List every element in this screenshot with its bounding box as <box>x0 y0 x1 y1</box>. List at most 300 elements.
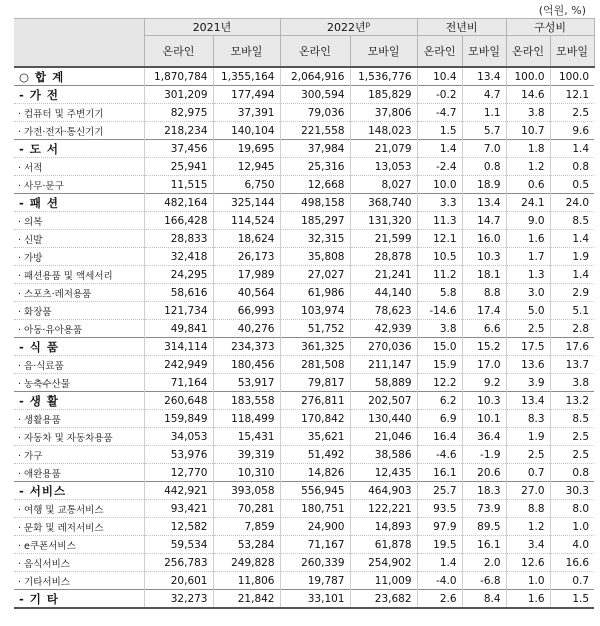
cell-value: 78,623 <box>350 302 417 320</box>
table-row <box>14 392 594 410</box>
cell-value: 12,582 <box>144 518 213 536</box>
cell-value: 260,648 <box>144 392 213 410</box>
cell-value: 0.6 <box>506 176 550 194</box>
cell-value: 3.8 <box>506 104 550 122</box>
cell-value: 10.7 <box>506 122 550 140</box>
cell-value: 1.4 <box>550 140 594 158</box>
header-2022-mobile: 모바일 <box>350 36 417 68</box>
cell-value: 37,806 <box>350 104 417 122</box>
cell-value: 103,974 <box>280 302 350 320</box>
cell-value: -4.0 <box>417 572 462 590</box>
cell-value: 11,515 <box>144 176 213 194</box>
header-yoy-online: 온라인 <box>417 36 462 68</box>
cell-value: 2.5 <box>550 446 594 464</box>
cell-value: 13.2 <box>550 392 594 410</box>
table-row <box>14 374 594 392</box>
cell-value: 3.9 <box>506 374 550 392</box>
cell-value: 53,917 <box>213 374 280 392</box>
cell-value: 1.8 <box>506 140 550 158</box>
cell-value: 4.7 <box>462 86 506 104</box>
header-yoy-mobile: 모바일 <box>462 36 506 68</box>
cell-value: 8.5 <box>550 212 594 230</box>
cell-value: 19.5 <box>417 536 462 554</box>
cell-value: -4.7 <box>417 104 462 122</box>
cell-value: 58,616 <box>144 284 213 302</box>
cell-value: 17.4 <box>462 302 506 320</box>
cell-value: 61,986 <box>280 284 350 302</box>
cell-value: 24,900 <box>280 518 350 536</box>
row-label: - 가 전 <box>14 86 144 104</box>
table-row <box>14 122 594 140</box>
cell-value: 100.0 <box>550 67 594 86</box>
cell-value: 100.0 <box>506 67 550 86</box>
cell-value: 21,842 <box>213 590 280 609</box>
cell-value: 18.9 <box>462 176 506 194</box>
cell-value: 556,945 <box>280 482 350 500</box>
cell-value: 15.2 <box>462 338 506 356</box>
cell-value: 18.1 <box>462 266 506 284</box>
cell-value: 10.3 <box>462 248 506 266</box>
cell-value: 32,418 <box>144 248 213 266</box>
cell-value: 27,027 <box>280 266 350 284</box>
cell-value: 1.4 <box>417 140 462 158</box>
cell-value: 1.5 <box>417 122 462 140</box>
cell-value: 276,811 <box>280 392 350 410</box>
cell-value: 16.6 <box>550 554 594 572</box>
cell-value: 2.5 <box>550 428 594 446</box>
table-header <box>14 19 594 68</box>
cell-value: 12,668 <box>280 176 350 194</box>
row-label: · 음·식료품 <box>14 356 144 374</box>
cell-value: 183,558 <box>213 392 280 410</box>
cell-value: 270,036 <box>350 338 417 356</box>
cell-value: 32,273 <box>144 590 213 609</box>
header-2021-mobile: 모바일 <box>213 36 280 68</box>
cell-value: 53,976 <box>144 446 213 464</box>
cell-value: 13.4 <box>506 392 550 410</box>
cell-value: 10.0 <box>417 176 462 194</box>
header-share-online: 온라인 <box>506 36 550 68</box>
unit-note: (억원, %) <box>538 4 586 17</box>
cell-value: 13.6 <box>506 356 550 374</box>
row-label: · 서적 <box>14 158 144 176</box>
header-2022-sup: p <box>365 20 371 29</box>
cell-value: 30.3 <box>550 482 594 500</box>
cell-value: 79,036 <box>280 104 350 122</box>
cell-value: 0.8 <box>462 158 506 176</box>
cell-value: 14.6 <box>506 86 550 104</box>
cell-value: 1.3 <box>506 266 550 284</box>
cell-value: 15,431 <box>213 428 280 446</box>
cell-value: 185,829 <box>350 86 417 104</box>
row-label: - 패 션 <box>14 194 144 212</box>
cell-value: 19,787 <box>280 572 350 590</box>
cell-value: 16.1 <box>462 536 506 554</box>
cell-value: 28,878 <box>350 248 417 266</box>
cell-value: 140,104 <box>213 122 280 140</box>
cell-value: 368,740 <box>350 194 417 212</box>
cell-value: 1.6 <box>506 590 550 609</box>
table-row <box>14 464 594 482</box>
cell-value: 234,373 <box>213 338 280 356</box>
cell-value: 25.7 <box>417 482 462 500</box>
cell-value: 2.0 <box>462 554 506 572</box>
cell-value: 9.6 <box>550 122 594 140</box>
cell-value: 11.3 <box>417 212 462 230</box>
table-row <box>14 67 594 86</box>
cell-value: 281,508 <box>280 356 350 374</box>
cell-value: 0.5 <box>550 176 594 194</box>
cell-value: 58,889 <box>350 374 417 392</box>
cell-value: 12,435 <box>350 464 417 482</box>
cell-value: 17.5 <box>506 338 550 356</box>
cell-value: 15.9 <box>417 356 462 374</box>
cell-value: 8.8 <box>506 500 550 518</box>
cell-value: 17.6 <box>550 338 594 356</box>
table-row <box>14 482 594 500</box>
cell-value: 301,209 <box>144 86 213 104</box>
table-row <box>14 428 594 446</box>
cell-value: 5.0 <box>506 302 550 320</box>
cell-value: 79,817 <box>280 374 350 392</box>
cell-value: 25,316 <box>280 158 350 176</box>
cell-value: 442,921 <box>144 482 213 500</box>
cell-value: 2,064,916 <box>280 67 350 86</box>
row-label: - 서비스 <box>14 482 144 500</box>
row-label: · 기타서비스 <box>14 572 144 590</box>
cell-value: 122,221 <box>350 500 417 518</box>
cell-value: 3.0 <box>506 284 550 302</box>
cell-value: 37,984 <box>280 140 350 158</box>
row-label: · 의복 <box>14 212 144 230</box>
cell-value: 121,734 <box>144 302 213 320</box>
row-label: · 여행 및 교통서비스 <box>14 500 144 518</box>
table-row <box>14 320 594 338</box>
row-label: - 생 활 <box>14 392 144 410</box>
cell-value: 36.4 <box>462 428 506 446</box>
cell-value: 3.3 <box>417 194 462 212</box>
cell-value: 8.0 <box>550 500 594 518</box>
cell-value: 8.8 <box>462 284 506 302</box>
cell-value: 20,601 <box>144 572 213 590</box>
table-row <box>14 590 594 609</box>
row-label: · 스포츠·레저용품 <box>14 284 144 302</box>
cell-value: 16.4 <box>417 428 462 446</box>
cell-value: 25,941 <box>144 158 213 176</box>
cell-value: 13.4 <box>462 67 506 86</box>
cell-value: 2.5 <box>550 104 594 122</box>
row-label: · 사무·문구 <box>14 176 144 194</box>
cell-value: 11,806 <box>213 572 280 590</box>
cell-value: 40,564 <box>213 284 280 302</box>
cell-value: 24,295 <box>144 266 213 284</box>
cell-value: 114,524 <box>213 212 280 230</box>
row-label: · 신발 <box>14 230 144 248</box>
cell-value: 0.7 <box>550 572 594 590</box>
cell-value: 0.8 <box>550 158 594 176</box>
row-label: - 도 서 <box>14 140 144 158</box>
cell-value: 254,902 <box>350 554 417 572</box>
cell-value: 159,849 <box>144 410 213 428</box>
cell-value: 9.0 <box>506 212 550 230</box>
cell-value: 314,114 <box>144 338 213 356</box>
row-label: · 애완용품 <box>14 464 144 482</box>
cell-value: 170,842 <box>280 410 350 428</box>
cell-value: 166,428 <box>144 212 213 230</box>
row-label: · 패션용품 및 액세서리 <box>14 266 144 284</box>
cell-value: 6,750 <box>213 176 280 194</box>
table-row <box>14 176 594 194</box>
cell-value: 39,319 <box>213 446 280 464</box>
header-share-mobile: 모바일 <box>550 36 594 68</box>
cell-value: 1.4 <box>550 266 594 284</box>
cell-value: 93.5 <box>417 500 462 518</box>
cell-value: 5.7 <box>462 122 506 140</box>
cell-value: 40,276 <box>213 320 280 338</box>
cell-value: 10.4 <box>417 67 462 86</box>
cell-value: 13.4 <box>462 194 506 212</box>
cell-value: 61,878 <box>350 536 417 554</box>
cell-value: 38,586 <box>350 446 417 464</box>
cell-value: 0.7 <box>506 464 550 482</box>
cell-value: 49,841 <box>144 320 213 338</box>
row-label: · 농축수산물 <box>14 374 144 392</box>
row-label: · e쿠폰서비스 <box>14 536 144 554</box>
row-label: · 가전·전자·통신기기 <box>14 122 144 140</box>
cell-value: 24.1 <box>506 194 550 212</box>
header-2022 <box>280 19 417 36</box>
cell-value: 70,281 <box>213 500 280 518</box>
cell-value: 8,027 <box>350 176 417 194</box>
cell-value: 21,241 <box>350 266 417 284</box>
cell-value: 3.8 <box>550 374 594 392</box>
cell-value: 8.5 <box>550 410 594 428</box>
cell-value: 71,164 <box>144 374 213 392</box>
cell-value: 180,456 <box>213 356 280 374</box>
cell-value: -6.8 <box>462 572 506 590</box>
cell-value: 256,783 <box>144 554 213 572</box>
cell-value: 1,536,776 <box>350 67 417 86</box>
cell-value: 221,558 <box>280 122 350 140</box>
cell-value: 21,079 <box>350 140 417 158</box>
cell-value: 1.5 <box>550 590 594 609</box>
cell-value: 131,320 <box>350 212 417 230</box>
cell-value: 32,315 <box>280 230 350 248</box>
table-row <box>14 248 594 266</box>
cell-value: 93,421 <box>144 500 213 518</box>
cell-value: 12.2 <box>417 374 462 392</box>
cell-value: 1.1 <box>462 104 506 122</box>
cell-value: 11,009 <box>350 572 417 590</box>
table-row <box>14 554 594 572</box>
cell-value: 23,682 <box>350 590 417 609</box>
table-row <box>14 158 594 176</box>
row-label: - 식 품 <box>14 338 144 356</box>
cell-value: 59,534 <box>144 536 213 554</box>
cell-value: 0.8 <box>550 464 594 482</box>
table-row <box>14 266 594 284</box>
cell-value: 1.4 <box>417 554 462 572</box>
cell-value: -0.2 <box>417 86 462 104</box>
table-row <box>14 284 594 302</box>
cell-value: 12.6 <box>506 554 550 572</box>
cell-value: 10,310 <box>213 464 280 482</box>
cell-value: 5.1 <box>550 302 594 320</box>
table-row <box>14 572 594 590</box>
cell-value: 13,053 <box>350 158 417 176</box>
header-corner <box>14 19 144 68</box>
table-row <box>14 86 594 104</box>
cell-value: 12,770 <box>144 464 213 482</box>
row-label: · 자동차 및 자동차용품 <box>14 428 144 446</box>
cell-value: 9.2 <box>462 374 506 392</box>
table-row <box>14 500 594 518</box>
cell-value: 2.5 <box>506 446 550 464</box>
cell-value: 1.7 <box>506 248 550 266</box>
table-row <box>14 356 594 374</box>
cell-value: 393,058 <box>213 482 280 500</box>
cell-value: 18.3 <box>462 482 506 500</box>
cell-value: 1.4 <box>550 230 594 248</box>
cell-value: 482,164 <box>144 194 213 212</box>
table-row <box>14 140 594 158</box>
cell-value: 464,903 <box>350 482 417 500</box>
cell-value: 1,355,164 <box>213 67 280 86</box>
cell-value: 34,053 <box>144 428 213 446</box>
cell-value: 8.4 <box>462 590 506 609</box>
cell-value: 21,046 <box>350 428 417 446</box>
cell-value: 211,147 <box>350 356 417 374</box>
cell-value: 1.6 <box>506 230 550 248</box>
cell-value: 249,828 <box>213 554 280 572</box>
cell-value: 118,499 <box>213 410 280 428</box>
header-yoy: 전년비 <box>417 19 506 36</box>
cell-value: 361,325 <box>280 338 350 356</box>
cell-value: 27.0 <box>506 482 550 500</box>
cell-value: -4.6 <box>417 446 462 464</box>
cell-value: 8.3 <box>506 410 550 428</box>
table-body <box>14 67 594 608</box>
cell-value: 177,494 <box>213 86 280 104</box>
header-2021-online: 온라인 <box>144 36 213 68</box>
cell-value: 130,440 <box>350 410 417 428</box>
row-label: - 기 타 <box>14 590 144 609</box>
cell-value: 7.0 <box>462 140 506 158</box>
cell-value: 1.9 <box>506 428 550 446</box>
cell-value: 6.6 <box>462 320 506 338</box>
cell-value: 1.0 <box>550 518 594 536</box>
cell-value: 10.1 <box>462 410 506 428</box>
cell-value: 218,234 <box>144 122 213 140</box>
cell-value: 180,751 <box>280 500 350 518</box>
cell-value: 24.0 <box>550 194 594 212</box>
cell-value: 17,989 <box>213 266 280 284</box>
cell-value: 3.4 <box>506 536 550 554</box>
cell-value: 89.5 <box>462 518 506 536</box>
cell-value: 20.6 <box>462 464 506 482</box>
cell-value: 14,893 <box>350 518 417 536</box>
table-row <box>14 194 594 212</box>
cell-value: 242,949 <box>144 356 213 374</box>
cell-value: 12,945 <box>213 158 280 176</box>
table-row <box>14 446 594 464</box>
cell-value: -14.6 <box>417 302 462 320</box>
cell-value: 260,339 <box>280 554 350 572</box>
cell-value: 10.3 <box>462 392 506 410</box>
cell-value: 37,456 <box>144 140 213 158</box>
cell-value: 17.0 <box>462 356 506 374</box>
cell-value: 19,695 <box>213 140 280 158</box>
cell-value: 33,101 <box>280 590 350 609</box>
table-row <box>14 212 594 230</box>
cell-value: 16.1 <box>417 464 462 482</box>
cell-value: 51,492 <box>280 446 350 464</box>
cell-value: 202,507 <box>350 392 417 410</box>
row-label: · 가구 <box>14 446 144 464</box>
table-row <box>14 104 594 122</box>
cell-value: 300,594 <box>280 86 350 104</box>
row-label: · 아동·유아용품 <box>14 320 144 338</box>
cell-value: 4.0 <box>550 536 594 554</box>
cell-value: 1.0 <box>506 572 550 590</box>
cell-value: 1.2 <box>506 158 550 176</box>
row-label: · 음식서비스 <box>14 554 144 572</box>
row-label: · 컴퓨터 및 주변기기 <box>14 104 144 122</box>
cell-value: 28,833 <box>144 230 213 248</box>
cell-value: 1.9 <box>550 248 594 266</box>
cell-value: 3.8 <box>417 320 462 338</box>
cell-value: 1.2 <box>506 518 550 536</box>
cell-value: 35,621 <box>280 428 350 446</box>
cell-value: 14.7 <box>462 212 506 230</box>
cell-value: 73.9 <box>462 500 506 518</box>
cell-value: 35,808 <box>280 248 350 266</box>
cell-value: 5.8 <box>417 284 462 302</box>
cell-value: 26,173 <box>213 248 280 266</box>
cell-value: 37,391 <box>213 104 280 122</box>
row-label: · 문화 및 레저서비스 <box>14 518 144 536</box>
cell-value: 51,752 <box>280 320 350 338</box>
header-2022-label: 2022년 <box>326 21 366 34</box>
cell-value: 7,859 <box>213 518 280 536</box>
cell-value: 2.9 <box>550 284 594 302</box>
cell-value: 71,167 <box>280 536 350 554</box>
cell-value: 12.1 <box>550 86 594 104</box>
cell-value: 498,158 <box>280 194 350 212</box>
row-label: ○ 합 계 <box>14 67 144 86</box>
table-row <box>14 338 594 356</box>
cell-value: 44,140 <box>350 284 417 302</box>
cell-value: 13.7 <box>550 356 594 374</box>
online-shopping-table <box>14 18 595 609</box>
cell-value: 6.9 <box>417 410 462 428</box>
table-row <box>14 302 594 320</box>
cell-value: 325,144 <box>213 194 280 212</box>
row-label: · 화장품 <box>14 302 144 320</box>
table-row <box>14 410 594 428</box>
cell-value: 16.0 <box>462 230 506 248</box>
cell-value: -2.4 <box>417 158 462 176</box>
table-row <box>14 518 594 536</box>
cell-value: 6.2 <box>417 392 462 410</box>
cell-value: 21,599 <box>350 230 417 248</box>
cell-value: 42,939 <box>350 320 417 338</box>
cell-value: 66,993 <box>213 302 280 320</box>
header-2022-online: 온라인 <box>280 36 350 68</box>
cell-value: 2.5 <box>506 320 550 338</box>
table-row <box>14 230 594 248</box>
cell-value: 185,297 <box>280 212 350 230</box>
